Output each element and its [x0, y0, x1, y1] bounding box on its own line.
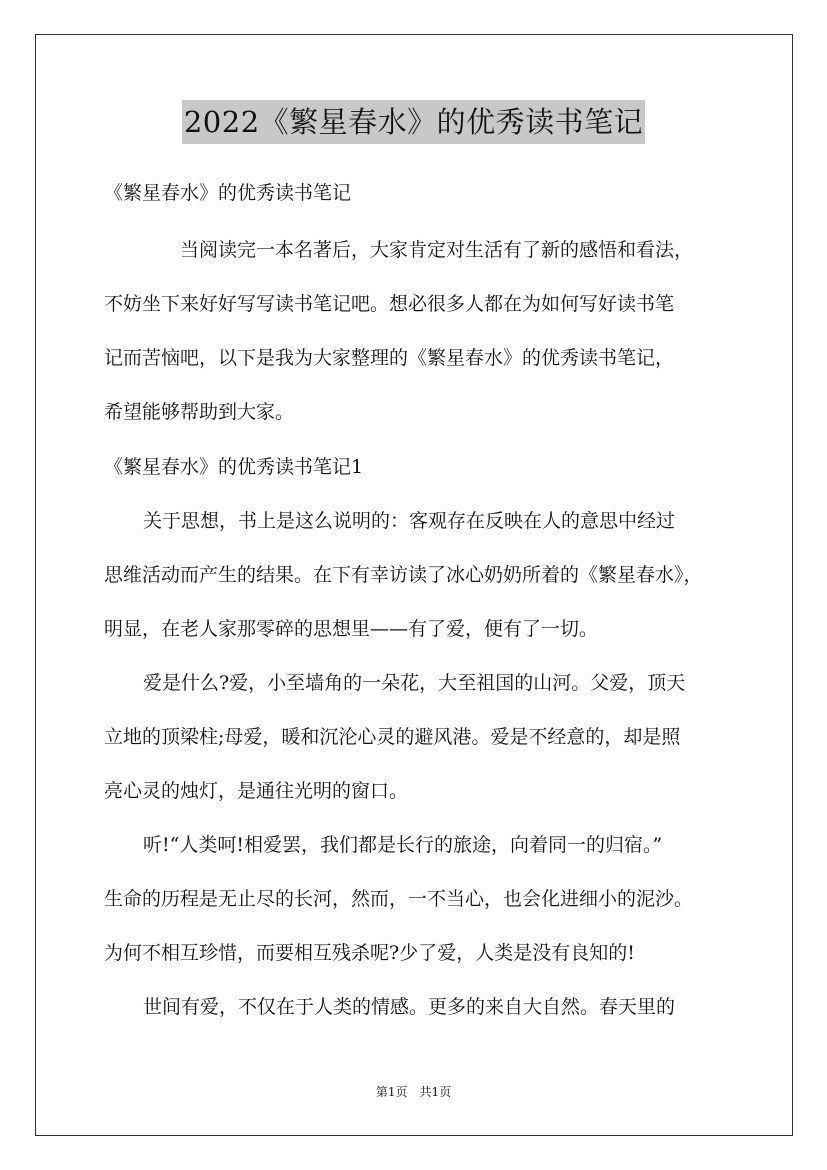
paragraph-line: 世间有爱，不仅在于人类的情感。更多的来自大自然。春天里的: [143, 996, 676, 1018]
paragraph-line: 不妨坐下来好好写写读书笔记吧。想必很多人都在为如何写好读书笔: [104, 293, 675, 315]
page-footer: [0, 1084, 827, 1100]
paragraph-line: 希望能够帮助到大家。: [104, 401, 295, 423]
section-heading: 《繁星春水》的优秀读书笔记1: [104, 456, 364, 478]
paragraph-line: 当阅读完一本名著后，大家肯定对生活有了新的感悟和看法，: [180, 239, 694, 261]
paragraph-line: 立地的顶梁柱;母爱，暖和沉沦心灵的避风港。爱是不经意的，却是照: [104, 726, 681, 748]
paragraph-line: 亮心灵的烛灯，是通往光明的窗口。: [104, 780, 409, 802]
paragraph-line: 生命的历程是无止尽的长河，然而，一不当心，也会化进细小的泥沙。: [104, 888, 694, 910]
section-heading: 《繁星春水》的优秀读书笔记: [104, 182, 352, 204]
paragraph-line: 关于思想，书上是这么说明的：客观存在反映在人的意思中经过: [143, 510, 676, 532]
page-total: 共1页: [419, 1085, 452, 1099]
document-title: 2022《繁星春水》的优秀读书笔记: [182, 100, 645, 144]
paragraph-line: 为何不相互珍惜，而要相互残杀呢?少了爱，人类是没有良知的!: [104, 942, 635, 964]
page-number: 第1页: [375, 1085, 408, 1099]
paragraph-line: 记而苦恼吧，以下是我为大家整理的《繁星春水》的优秀读书笔记，: [104, 347, 675, 369]
paragraph-line: 听!“人类呵!相爱罢，我们都是长行的旅途，向着同一的归宿。”: [143, 834, 663, 856]
title-container: [0, 100, 827, 144]
paragraph-line: 爱是什么?爱，小至墙角的一朵花，大至祖国的山河。父爱，顶天: [143, 672, 686, 694]
paragraph-line: 明显，在老人家那零碎的思想里——有了爱，便有了一切。: [104, 618, 599, 640]
paragraph-line: 思维活动而产生的结果。在下有幸访读了冰心奶奶所着的《繁星春水》，: [104, 564, 703, 586]
